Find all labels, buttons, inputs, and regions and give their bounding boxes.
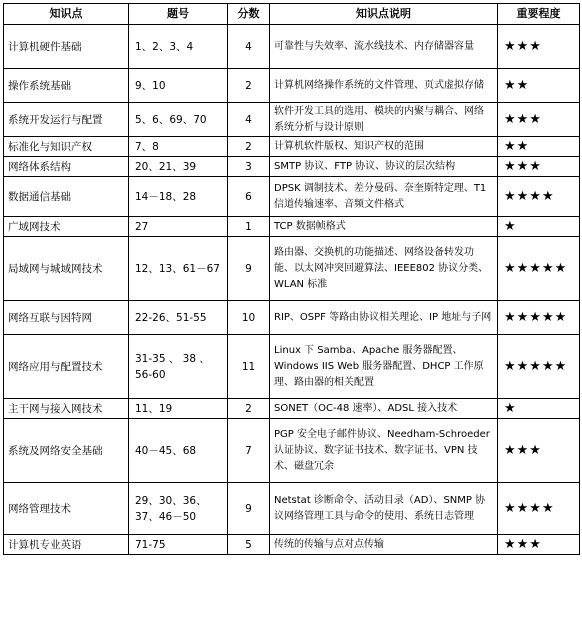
row-topic: 操作系统基础 bbox=[4, 69, 129, 103]
row-topic: 网络应用与配置技术 bbox=[4, 335, 129, 399]
row-description: 可靠性与失效率、流水线技术、内存储器容量 bbox=[270, 25, 498, 69]
table-body bbox=[4, 25, 580, 555]
row-questions: 12、13、61－67 bbox=[129, 237, 228, 301]
row-importance: ★ bbox=[498, 217, 580, 237]
row-topic: 计算机专业英语 bbox=[4, 535, 129, 555]
row-topic: 数据通信基础 bbox=[4, 177, 129, 217]
row-score: 6 bbox=[228, 177, 270, 217]
row-topic: 网络体系结构 bbox=[4, 157, 129, 177]
row-description: DPSK 调制技术、差分曼码、奈奎斯特定理、T1 信道传输速率、音频文件格式 bbox=[270, 177, 498, 217]
row-questions: 29、30、36、37、46－50 bbox=[129, 483, 228, 535]
row-topic: 系统开发运行与配置 bbox=[4, 103, 129, 137]
row-questions: 5、6、69、70 bbox=[129, 103, 228, 137]
row-importance: ★★★★★ bbox=[498, 335, 580, 399]
row-description: Netstat 诊断命令、活动目录（AD）、SNMP 协议网络管理工具与命令的使用、系统日志管理 bbox=[270, 483, 498, 535]
row-topic: 标准化与知识产权 bbox=[4, 137, 129, 157]
row-description: TCP 数据帧格式 bbox=[270, 217, 498, 237]
row-importance: ★★★★★ bbox=[498, 237, 580, 301]
row-importance: ★★★ bbox=[498, 157, 580, 177]
table-row bbox=[4, 301, 580, 335]
row-importance: ★★ bbox=[498, 137, 580, 157]
row-questions: 40－45、68 bbox=[129, 419, 228, 483]
row-questions: 9、10 bbox=[129, 69, 228, 103]
header-importance: 重要程度 bbox=[498, 4, 580, 25]
table-row bbox=[4, 419, 580, 483]
row-importance: ★★★ bbox=[498, 25, 580, 69]
row-importance: ★★★ bbox=[498, 103, 580, 137]
row-score: 2 bbox=[228, 399, 270, 419]
row-topic: 网络管理技术 bbox=[4, 483, 129, 535]
row-description: 计算机软件版权、知识产权的范围 bbox=[270, 137, 498, 157]
row-score: 4 bbox=[228, 25, 270, 69]
table-row bbox=[4, 69, 580, 103]
row-description: 传统的传输与点对点传输 bbox=[270, 535, 498, 555]
table-row bbox=[4, 103, 580, 137]
row-topic: 网络互联与因特网 bbox=[4, 301, 129, 335]
row-score: 2 bbox=[228, 69, 270, 103]
row-importance: ★ bbox=[498, 399, 580, 419]
row-score: 10 bbox=[228, 301, 270, 335]
row-questions: 27 bbox=[129, 217, 228, 237]
table-row bbox=[4, 177, 580, 217]
table-row bbox=[4, 483, 580, 535]
table-row bbox=[4, 399, 580, 419]
row-importance: ★★★★ bbox=[498, 177, 580, 217]
table-row bbox=[4, 137, 580, 157]
row-questions: 31-35 、 38 、56-60 bbox=[129, 335, 228, 399]
row-topic: 局域网与城域网技术 bbox=[4, 237, 129, 301]
row-score: 9 bbox=[228, 483, 270, 535]
row-description: Linux 下 Samba、Apache 服务器配置、Windows IIS Web 服务器配置、DHCP 工作原理、路由器的相关配置 bbox=[270, 335, 498, 399]
row-topic: 广域网技术 bbox=[4, 217, 129, 237]
row-description: 计算机网络操作系统的文件管理、页式虚拟存储 bbox=[270, 69, 498, 103]
row-importance: ★★★ bbox=[498, 419, 580, 483]
row-topic: 主干网与接入网技术 bbox=[4, 399, 129, 419]
table-row bbox=[4, 217, 580, 237]
row-topic: 计算机硬件基础 bbox=[4, 25, 129, 69]
row-score: 4 bbox=[228, 103, 270, 137]
table-row bbox=[4, 535, 580, 555]
knowledge-table bbox=[3, 3, 580, 555]
header-topic: 知识点 bbox=[4, 4, 129, 25]
row-description: SMTP 协议、FTP 协议、协议的层次结构 bbox=[270, 157, 498, 177]
table-row bbox=[4, 335, 580, 399]
row-questions: 7、8 bbox=[129, 137, 228, 157]
row-score: 2 bbox=[228, 137, 270, 157]
row-importance: ★★★ bbox=[498, 535, 580, 555]
table-row bbox=[4, 25, 580, 69]
row-description: 软件开发工具的选用、模块的内聚与耦合、网络系统分析与设计原则 bbox=[270, 103, 498, 137]
row-score: 1 bbox=[228, 217, 270, 237]
header-description: 知识点说明 bbox=[270, 4, 498, 25]
row-score: 3 bbox=[228, 157, 270, 177]
row-score: 11 bbox=[228, 335, 270, 399]
row-importance: ★★★★★ bbox=[498, 301, 580, 335]
row-questions: 1、2、3、4 bbox=[129, 25, 228, 69]
row-importance: ★★★★ bbox=[498, 483, 580, 535]
row-topic: 系统及网络安全基础 bbox=[4, 419, 129, 483]
row-description: PGP 安全电子邮件协议、Needham-Schroeder 认证协议、数字证书技术、数字证书、VPN 技术、磁盘冗余 bbox=[270, 419, 498, 483]
row-description: SONET（OC-48 速率）、ADSL 接入技术 bbox=[270, 399, 498, 419]
table-header-row bbox=[4, 4, 580, 25]
row-importance: ★★ bbox=[498, 69, 580, 103]
table-row bbox=[4, 157, 580, 177]
row-score: 9 bbox=[228, 237, 270, 301]
row-questions: 71-75 bbox=[129, 535, 228, 555]
row-questions: 20、21、39 bbox=[129, 157, 228, 177]
table-row bbox=[4, 237, 580, 301]
row-questions: 14－18、28 bbox=[129, 177, 228, 217]
row-questions: 22-26、51-55 bbox=[129, 301, 228, 335]
row-questions: 11、19 bbox=[129, 399, 228, 419]
row-description: RIP、OSPF 等路由协议相关理论、IP 地址与子网 bbox=[270, 301, 498, 335]
row-score: 5 bbox=[228, 535, 270, 555]
row-description: 路由器、交换机的功能描述、网络设备转发功能、以太网冲突回避算法、IEEE802 协议分类、WLAN 标准 bbox=[270, 237, 498, 301]
header-score: 分数 bbox=[228, 4, 270, 25]
row-score: 7 bbox=[228, 419, 270, 483]
header-questions: 题号 bbox=[129, 4, 228, 25]
